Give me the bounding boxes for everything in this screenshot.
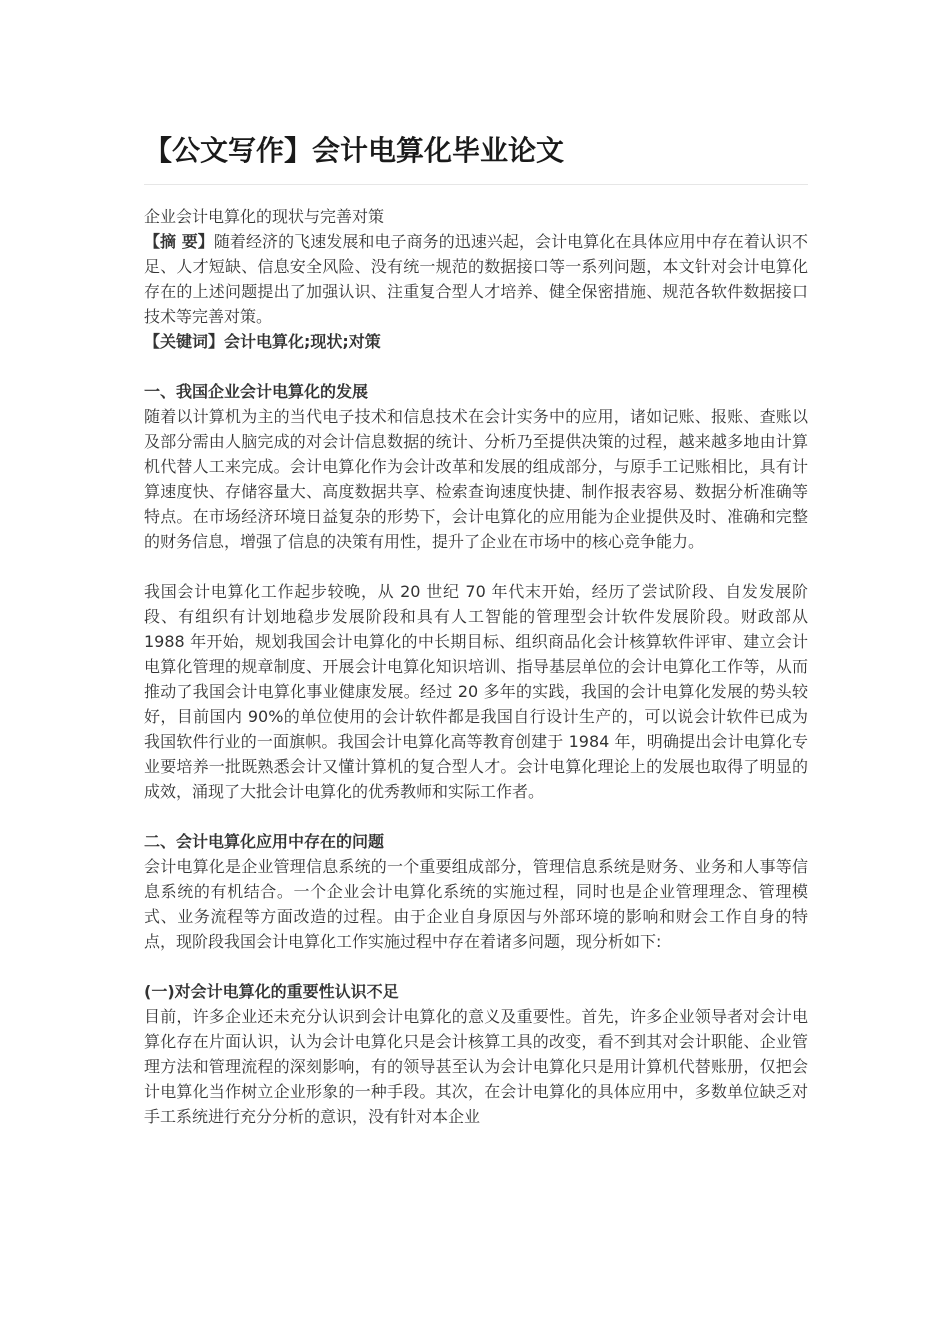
section-heading-1: 一、我国企业会计电算化的发展 [144,382,369,401]
keywords-line: 【关键词】会计电算化;现状;对策 [144,332,381,351]
title-divider [144,184,808,185]
document-title: 【公文写作】会计电算化毕业论文 [144,134,565,167]
subsection-heading-1: (一)对会计电算化的重要性认识不足 [144,982,399,1001]
abstract-text: 随着经济的飞速发展和电子商务的迅速兴起，会计电算化在具体应用中存在着认识不足、人才短缺、信息安全风险、没有统一规范的数据接口等一系列问题，本文针对会计电算化存在的上述问题提出了加强认识、注重复合型人才培养、健全保密措施、规范各软件数据接口技术等完善对策。 [144,232,808,326]
abstract-label: 【摘 要】 [144,232,214,251]
section-heading-2: 二、会计电算化应用中存在的问题 [144,832,385,851]
article-subtitle: 企业会计电算化的现状与完善对策 [144,207,385,226]
document-body [144,204,808,1129]
section-1-paragraph-2: 我国会计电算化工作起步较晚，从 20 世纪 70 年代末开始，经历了尝试阶段、自发发展阶段、有组织有计划地稳步发展阶段和具有人工智能的管理型会计软件发展阶段。财政部从 1988 年开始，规划我国会计电算化的中长期目标、组织商品化会计核算软件评审、建立会计电算化管理的规章制度、开展会计电算化知识培训、指导基层单位的会计电算化工作等，从而推动了我国会计电算化事业健康发展。经过 20 多年的实践，我国的会计电算化发展的势头较好，目前国内 90%的单位使用的会计软件都是我国自行设计生产的，可以说会计软件已成为我国软件行业的一面旗帜。我国会计电算化高等教育创建于 1984 年，明确提出会计电算化专业要培养一批既熟悉会计又懂计算机的复合型人才。会计电算化理论上的发展也取得了明显的成效，涌现了大批会计电算化的优秀教师和实际工作者。 [144,582,808,801]
abstract-paragraph [144,229,808,329]
section-2-paragraph-1: 会计电算化是企业管理信息系统的一个重要组成部分，管理信息系统是财务、业务和人事等信息系统的有机结合。一个企业会计电算化系统的实施过程，同时也是企业管理理念、管理模式、业务流程等方面改造的过程。由于企业自身原因与外部环境的影响和财会工作自身的特点，现阶段我国会计电算化工作实施过程中存在着诸多问题，现分析如下: [144,857,808,951]
section-1-paragraph-1: 随着以计算机为主的当代电子技术和信息技术在会计实务中的应用，诸如记账、报账、查账以及部分需由人脑完成的对会计信息数据的统计、分析乃至提供决策的过程，越来越多地由计算机代替人工来完成。会计电算化作为会计改革和发展的组成部分，与原手工记账相比，具有计算速度快、存储容量大、高度数据共享、检索查询速度快捷、制作报表容易、数据分析准确等特点。在市场经济环境日益复杂的形势下，会计电算化的应用能为企业提供及时、准确和完整的财务信息，增强了信息的决策有用性，提升了企业在市场中的核心竞争能力。 [144,407,808,551]
subsection-1-paragraph-1: 目前，许多企业还未充分认识到会计电算化的意义及重要性。首先，许多企业领导者对会计电算化存在片面认识，认为会计电算化只是会计核算工具的改变，看不到其对会计职能、企业管理方法和管理流程的深刻影响，有的领导甚至认为会计电算化只是用计算机代替账册，仅把会计电算化当作树立企业形象的一种手段。其次，在会计电算化的具体应用中，多数单位缺乏对手工系统进行充分分析的意识，没有针对本企业 [144,1007,808,1126]
